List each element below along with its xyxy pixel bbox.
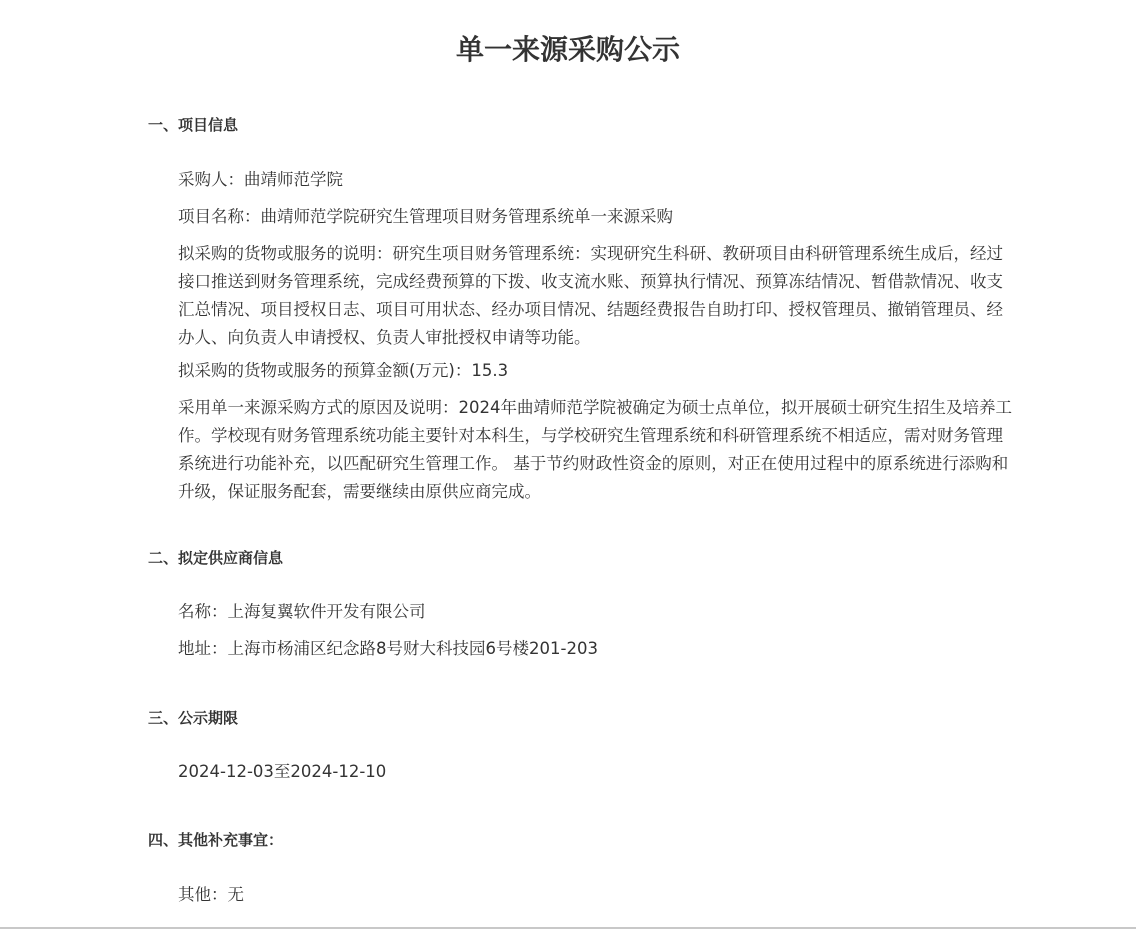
period-value: 2024-12-03至2024-12-10 <box>178 762 387 781</box>
description-label: 拟采购的货物或服务的说明： <box>178 244 393 263</box>
section-heading-period: 三、公示期限 <box>148 709 239 727</box>
description-value: 研究生项目财务管理系统：实现研究生科研、教研项目由科研管理系统生成后，经过接口推送到财务管理系统，完成经费预算的下拨、收支流水账、预算执行情况、预算冻结情况、暂借款情况、收支汇总情况、项目授权日志、项目可用状态、经办项目情况、结题经费报告自助打印、授权管理员、撤销管理员、经办人、向负责人申请授权、负责人审批授权申请等功能。 <box>178 244 1003 347</box>
supplier-address-value: 上海市杨浦区纪念路8号财大科技园6号楼201-203 <box>227 639 598 658</box>
reason-value: 2024年曲靖师范学院被确定为硕士点单位，拟开展硕士研究生招生及培养工作。学校现有财务管理系统功能主要针对本科生，与学校研究生管理系统和科研管理系统不相适应，需对财务管理系统进行功能补充，以匹配研究生管理工作。 基于节约财政性资金的原则，对正在使用过程中的原系统进行添购和升级，保证服务配套，需要继续由原供应商完成。 <box>178 398 1012 501</box>
section-heading-other: 四、其他补充事宜： <box>148 831 284 849</box>
supplier-name-value: 上海复翼软件开发有限公司 <box>227 602 426 621</box>
supplier-address-row <box>178 635 1018 663</box>
budget-value: 15.3 <box>471 361 509 380</box>
section-heading-supplier-info: 二、拟定供应商信息 <box>148 549 284 567</box>
other-row <box>178 881 1018 909</box>
project-name-row <box>178 203 1018 231</box>
supplier-name-row <box>178 598 1018 626</box>
supplier-address-label: 地址： <box>178 639 228 658</box>
reason-label: 采用单一来源采购方式的原因及说明： <box>178 398 459 417</box>
description-row <box>178 240 1018 352</box>
section-heading-project-info: 一、项目信息 <box>148 116 239 134</box>
supplier-name-label: 名称： <box>178 602 228 621</box>
page-title: 单一来源采购公示 <box>455 33 680 66</box>
purchaser-value: 曲靖师范学院 <box>244 170 343 189</box>
budget-row <box>178 357 1018 385</box>
project-name-value: 曲靖师范学院研究生管理项目财务管理系统单一来源采购 <box>260 207 673 226</box>
project-name-label: 项目名称： <box>178 207 261 226</box>
other-value: 无 <box>227 885 244 904</box>
budget-label: 拟采购的货物或服务的预算金额(万元)： <box>178 361 472 380</box>
period-row <box>178 758 1018 786</box>
purchaser-label: 采购人： <box>178 170 244 189</box>
other-label: 其他： <box>178 885 228 904</box>
reason-row <box>178 394 1018 506</box>
purchaser-row <box>178 166 1018 194</box>
